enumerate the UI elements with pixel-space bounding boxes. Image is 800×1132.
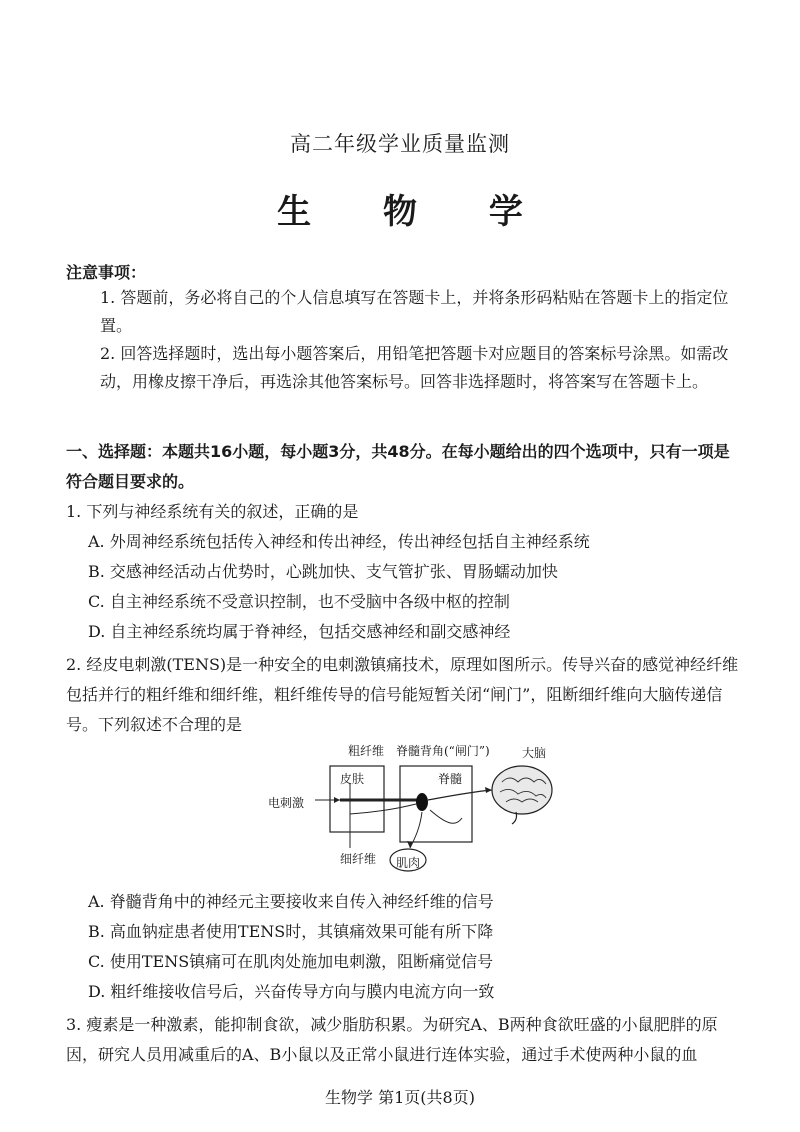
- notice-item-2: 2. 回答选择题时，选出每小题答案后，用铅笔把答题卡对应题目的答案标号涂黑。如需改动，用橡皮擦干净后，再选涂其他答案标号。回答非选择题时，将答案写在答题卡上。: [100, 344, 729, 391]
- label-fine-fiber: 细纤维: [340, 852, 377, 866]
- question-1-option-c: C. 自主神经系统不受意识控制，也不受脑中各级中枢的控制: [88, 592, 510, 611]
- question-1-option-b: B. 交感神经活动占优势时，心跳加快、支气管扩张、胃肠蠕动加快: [88, 562, 558, 581]
- notice-heading: 注意事项：: [66, 263, 147, 282]
- fiber-to-brain: [428, 790, 492, 800]
- page-footer: 生物学 第1页(共8页): [325, 1088, 475, 1107]
- exam-title: 生 物 学: [277, 192, 553, 232]
- question-2-option-b: B. 高血钠症患者使用TENS时，其镇痛效果可能有所下降: [88, 922, 494, 941]
- exam-subtitle: 高二年级学业质量监测: [290, 132, 510, 156]
- label-stimulus: 电刺激: [268, 796, 305, 810]
- label-muscle: 肌肉: [396, 856, 421, 870]
- fine-fiber-curve: [350, 804, 416, 814]
- notice-item-1: 1. 答题前，务必将自己的个人信息填写在答题卡上，并将条形码粘贴在答题卡上的指定位置。: [100, 288, 729, 335]
- question-1-option-d: D. 自主神经系统均属于脊神经，包括交感神经和副交感神经: [88, 622, 511, 641]
- question-2-stem: 2. 经皮电刺激(TENS)是一种安全的电刺激镇痛技术，原理如图所示。传导兴奋的感觉神经纤维包括并行的粗纤维和细纤维，粗纤维传导的信号能短暂关闭“闸门”，阻断细纤维向大脑传递信号。下列叙述不合理的是: [66, 655, 739, 734]
- question-3-stem: 3. 瘦素是一种激素，能抑制食欲，减少脂肪积累。为研究A、B两种食欲旺盛的小鼠肥胖的原因，研究人员用减重后的A、B小鼠以及正常小鼠进行连体实验，通过手术使两种小鼠的血: [66, 1015, 718, 1064]
- tens-diagram: [270, 738, 560, 878]
- gate-ellipse: [416, 793, 428, 811]
- stimulus-arrowhead: [334, 797, 340, 803]
- brain-shape: [492, 766, 552, 824]
- section-heading: 一、选择题：本题共16小题，每小题3分，共48分。在每小题给出的四个选项中，只有一项是符合题目要求的。: [66, 442, 730, 491]
- label-brain: 大脑: [522, 746, 547, 760]
- spinal-loop: [430, 810, 462, 823]
- question-1-option-a: A. 外周神经系统包括传入神经和传出神经，传出神经包括自主神经系统: [88, 532, 590, 551]
- label-spinal-cord: 脊髓: [438, 772, 463, 786]
- question-2-option-d: D. 粗纤维接收信号后，兴奋传导方向与膜内电流方向一致: [88, 982, 495, 1001]
- label-coarse-fiber: 粗纤维: [348, 744, 385, 758]
- question-1-stem: 1. 下列与神经系统有关的叙述，正确的是: [66, 502, 359, 521]
- label-skin: 皮肤: [340, 772, 365, 786]
- label-dorsal-horn: 脊髓背角(“闸门”): [396, 744, 490, 758]
- question-2-option-a: A. 脊髓背角中的神经元主要接收来自传入神经纤维的信号: [88, 892, 494, 911]
- fiber-arrowhead: [485, 787, 492, 793]
- question-2-option-c: C. 使用TENS镇痛可在肌肉处施加电刺激，阻断痛觉信号: [88, 952, 494, 971]
